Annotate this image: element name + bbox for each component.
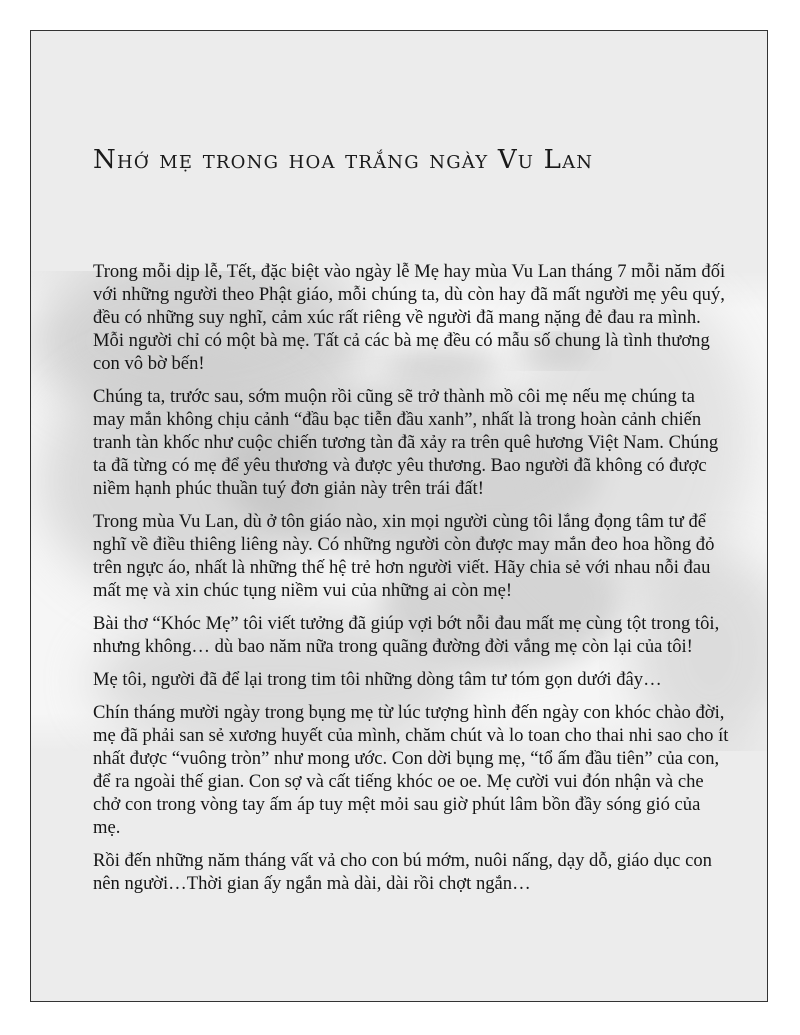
paragraph: Bài thơ “Khóc Mẹ” tôi viết tưởng đã giúp vợi bớt nỗi đau mất mẹ cùng tột trong tôi, nhưng không… dù bao năm nữa trong quãng đường đời vắng mẹ còn lại của tôi! bbox=[93, 613, 720, 657]
paragraph: Trong mùa Vu Lan, dù ở tôn giáo nào, xin mọi người cùng tôi lắng đọng tâm tư để nghĩ về điều thiêng liêng này. Có những người còn được may mắn đeo hoa hồng đỏ trên ngực áo, nhất là những thế hệ trẻ hơn người viết. Hãy chia sẻ với nhau nỗi đau mất mẹ và xin chúc tụng niềm vui của những ai còn mẹ! bbox=[93, 511, 715, 601]
paragraph: Chúng ta, trước sau, sớm muộn rồi cũng sẽ trở thành mồ côi mẹ nếu mẹ chúng ta may mắn không chịu cảnh “đầu bạc tiễn đầu xanh”, nhất là trong hoàn cảnh chiến tranh tàn khốc như cuộc chiến tương tàn đã xảy ra trên quê hương Việt Nam. Chúng ta đã từng có mẹ để yêu thương và được yêu thương. Bao người đã không có được niềm hạnh phúc thuần tuý đơn giản này trên trái đất! bbox=[93, 386, 719, 499]
paragraph: Rồi đến những năm tháng vất vả cho con bú mớm, nuôi nấng, dạy dỗ, giáo dục con nên người…Thời gian ấy ngắn mà dài, dài rồi chợt ngắn… bbox=[93, 850, 712, 894]
article-title: Nhớ mẹ trong hoa trắng ngày Vu Lan bbox=[93, 145, 594, 175]
paragraph: Chín tháng mười ngày trong bụng mẹ từ lúc tượng hình đến ngày con khóc chào đời, mẹ đã phải san sẻ xương huyết của mình, chăm chút và lo toan cho thai nhi sao cho ít nhất được “vuông tròn” như mong ước. Con dời bụng mẹ, “tổ ấm đầu tiên” của con, để ra ngoài thế gian. Con sợ và cất tiếng khóc oe oe. Mẹ cười vui đón nhận và che chở con trong vòng tay ấm áp tuy mệt mỏi sau giờ phút lâm bồn đầy sóng gió của mẹ. bbox=[93, 702, 729, 838]
article-body bbox=[93, 260, 729, 905]
paragraph: Trong mỗi dịp lễ, Tết, đặc biệt vào ngày lễ Mẹ hay mùa Vu Lan tháng 7 mỗi năm đối với những người theo Phật giáo, mỗi chúng ta, dù còn hay đã mất người mẹ yêu quý, đều có những suy nghĩ, cảm xúc rất riêng về người đã mang nặng đẻ đau ra mình. Mỗi người chỉ có một bà mẹ. Tất cả các bà mẹ đều có mẫu số chung là tình thương con vô bờ bến! bbox=[93, 261, 726, 374]
paragraph: Mẹ tôi, người đã để lại trong tim tôi những dòng tâm tư tóm gọn dưới đây… bbox=[93, 669, 662, 690]
